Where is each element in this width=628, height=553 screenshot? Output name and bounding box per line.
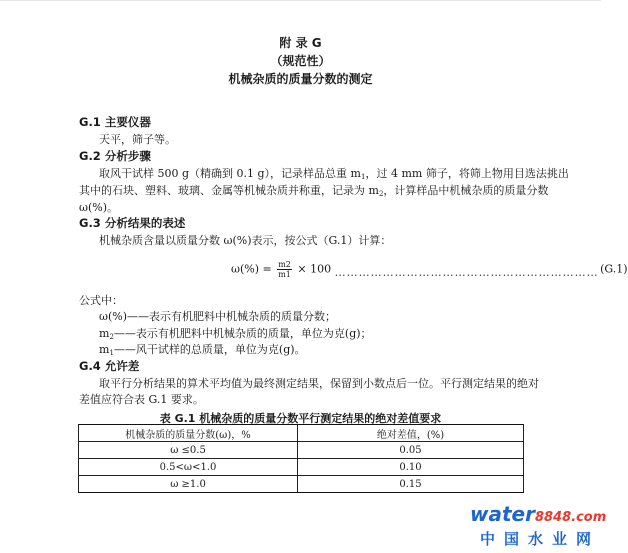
tolerance-table [78,424,524,493]
table-header-row [79,425,524,442]
table-cell: 0.15 [298,476,524,493]
table-row [79,442,524,459]
definition-m2: $m_2——$表示有机肥料中机械杂质的质量，单位为克(g)； [99,327,372,341]
section-g2-line1: 取风干试样 500 g（精确到 0.1 g），记录样品总重 $m_1$，过 4 mm 筛子，将筛上物用目选法挑出 [99,167,569,181]
table-header-cell: 机械杂质的质量分数(ω)，% [79,425,298,442]
formula-label: (G.1) [600,262,628,276]
definition-omega: ω(%)——表示有机肥料中机械杂质的质量分数； [99,310,337,323]
watermark-logo [470,502,607,553]
table-row [79,459,524,476]
formula-lhs: ω(%) = [231,262,272,276]
section-g4-line2: 差值应符合表 G.1 要求。 [79,393,204,406]
section-g2-line3: ω(%)。 [79,201,119,214]
formula-leader-dots: ………………………………………………………… [334,266,599,279]
watermark-chinese: 中国水业网 [480,530,601,548]
section-g2-line2: 其中的石块、塑料、玻璃、金属等机械杂质并称重，记录为 $m_2$，计算样品中机械杂质的质量分数 [79,184,549,198]
appendix-nature: （规范性） [270,54,331,68]
table-row [79,476,524,493]
formula-where: 公式中： [79,294,123,307]
section-g4-heading: G.4 允许差 [79,359,140,373]
formula-g1 [231,260,628,279]
page-top-border [0,0,601,1]
table-caption: 表 G.1 机械杂质的质量分数平行测定结果的绝对差值要求 [159,412,442,425]
section-g3-heading: G.3 分析结果的表述 [79,216,186,230]
table-cell: 0.10 [298,459,524,476]
table-cell: 0.05 [298,442,524,459]
table-cell: 0.5<ω<1.0 [79,459,298,476]
watermark-word: water8848.com [470,502,607,526]
table-cell: ω ≤0.5 [79,442,298,459]
definition-m1: $m_1——$风干试样的总质量，单位为克(g)。 [99,343,306,357]
formula-fraction [277,260,292,279]
section-g2-heading: G.2 分析步骤 [79,149,151,163]
appendix-label: 附 录 G [279,36,322,50]
section-g1-text: 天平，筛子等。 [99,133,176,146]
page-title: 机械杂质的质量分数的测定 [228,72,373,86]
table-header-cell: 绝对差值，(%) [298,425,524,442]
section-g4-line1: 取平行分析结果的算术平均值为最终测定结果，保留到小数点后一位。平行测定结果的绝对 [99,377,539,390]
section-g1-heading: G.1 主要仪器 [79,115,151,129]
formula-rhs: × 100 [297,262,332,276]
table-cell: ω ≥1.0 [79,476,298,493]
section-g3-intro: 机械杂质含量以质量分数 ω(%)表示，按公式（G.1）计算： [99,234,392,247]
formula-denominator: m1 [278,270,291,279]
formula-numerator: m2 [278,260,291,269]
